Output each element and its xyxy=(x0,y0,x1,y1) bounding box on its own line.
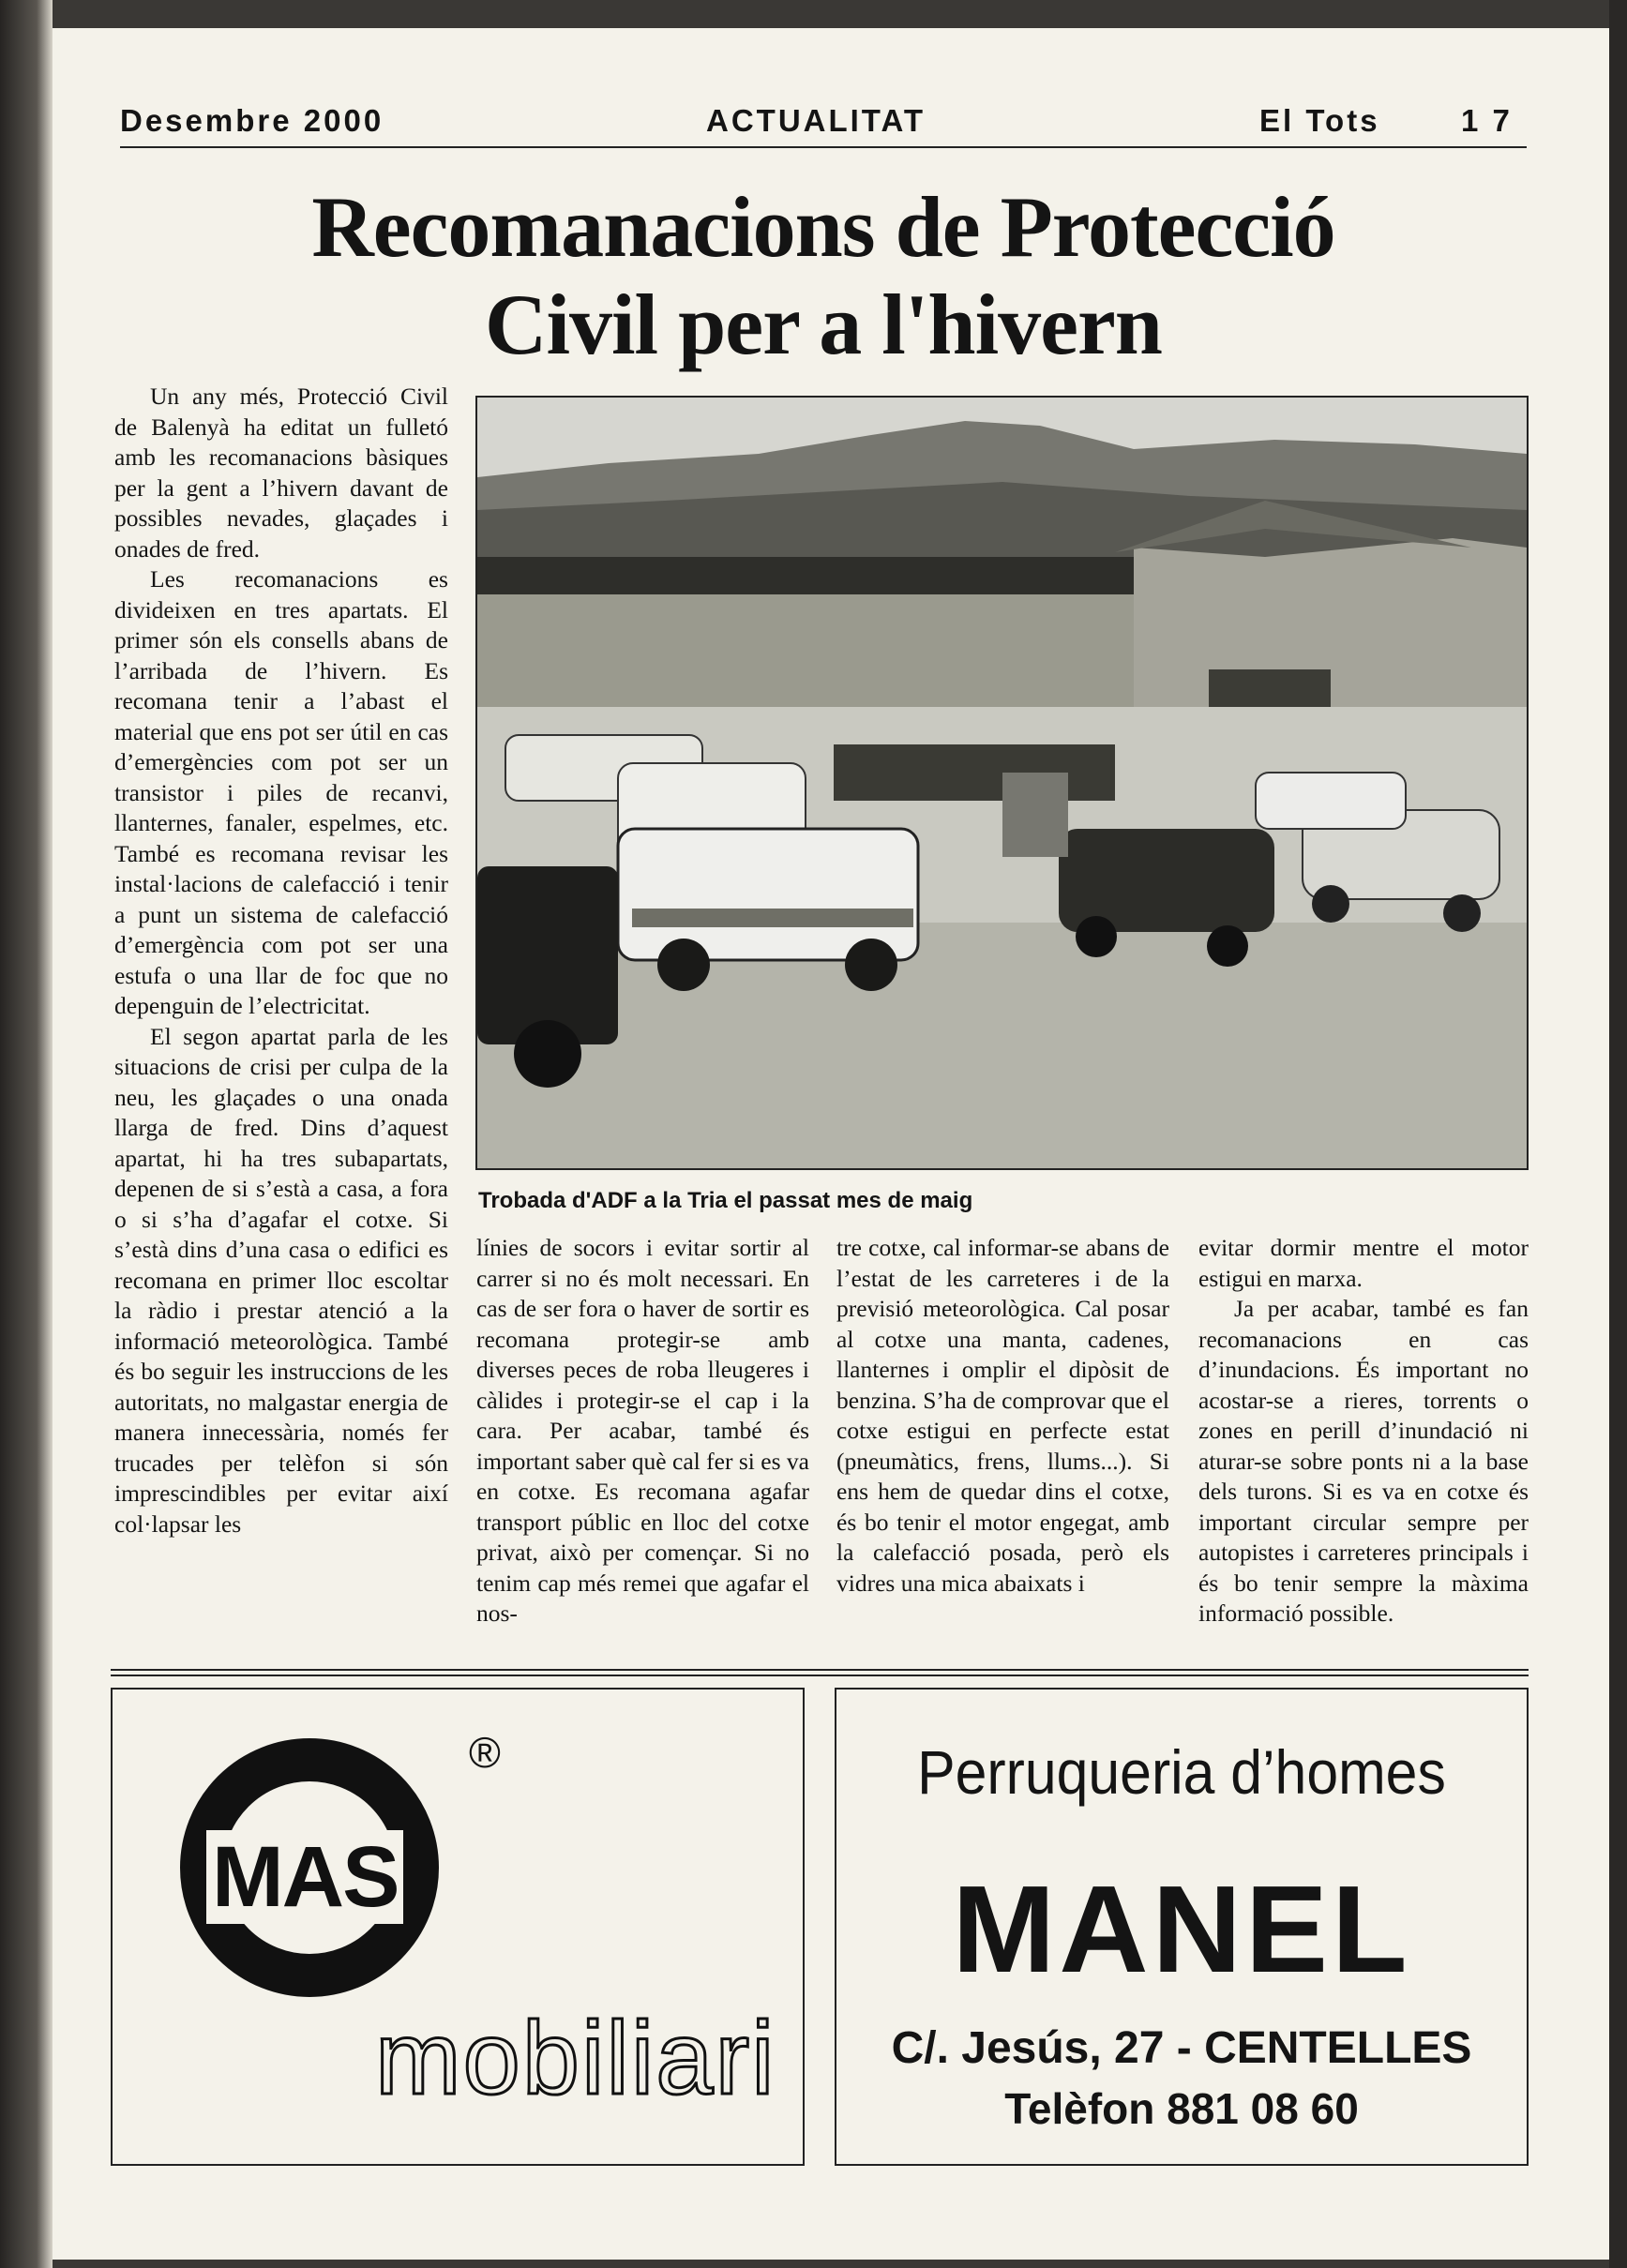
header-section: ACTUALITAT xyxy=(706,103,926,138)
article-paragraph: Ja per acabar, també es fan recomanacions en cas d’inundacions. És important no acostar-se a rieres, torrents o zones en perill d’inundació ni aturar-se sobre ponts ni a la base dels turons. Si es va en cotxe és important circular sempre per autopistes i carreteres principals i és bo tenir sempre la màxima informació possible. xyxy=(1198,1295,1529,1627)
header-page-number: 1 7 xyxy=(1461,103,1513,138)
photo-illustration xyxy=(477,398,1527,1168)
article-paragraph: evitar dormir mentre el motor estigui en marxa. xyxy=(1198,1234,1529,1292)
ad-business-name: MANEL xyxy=(952,1860,1411,1998)
article-column-3 xyxy=(836,1233,1169,1599)
article-paragraph: El segon apartat parla de les situacions de crisi per culpa de la neu, les glaçades o una onada llarga de fred. Dins d’aquest apartat, hi ha tres subapartats, depenen de si s’està a casa, a fora o si s’ha d’agafar el cotxe. Si s’està dins d’una casa o edifici es recomana en primer lloc escoltar la ràdio i prestar atenció a la informació meteorològica. També és bo seguir les instruccions de les autoritats, no malgastar energia de manera innecessària, només fer trucades per telèfon si són imprescindibles per evitar així col·lapsar les xyxy=(114,1022,448,1538)
page-header xyxy=(120,103,1527,148)
ad-address: C/. Jesús, 27 - CENTELLES xyxy=(891,2023,1472,2073)
header-publication: El Tots xyxy=(1259,103,1380,138)
article-paragraph: tre cotxe, cal informar-se abans de l’estat de les carreteres i de la previsió meteorològica. Cal posar al cotxe una manta, cadenes, llanternes i omplir el dipòsit de benzina. S’ha de comprovar que el cotxe estigui en perfecte estat (pneumàtics, frens, llums...). Si ens hem de quedar dins el cotxe, és bo tenir el motor engegat, amb la calefacció posada, però els vidres una mica abaixats i xyxy=(836,1234,1169,1597)
article-paragraph: Un any més, Protecció Civil de Balenyà ha editat un fulletó amb les recomanacions bàsiques per la gent a l’hivern davant de possibles nevades, glaçades i onades de fred. xyxy=(114,383,448,563)
article-title-line1: Recomanacions de Protecció xyxy=(311,179,1335,275)
article-title xyxy=(120,178,1527,373)
book-spine xyxy=(0,0,53,2268)
registered-mark: ® xyxy=(469,1728,501,1777)
ad-perruqueria-manel xyxy=(835,1688,1529,2166)
article-title-line2: Civil per a l'hivern xyxy=(485,277,1162,372)
ad-mas-mobiliari xyxy=(111,1688,805,2166)
ad-phone: Telèfon 881 08 60 xyxy=(1004,2084,1359,2133)
photo-caption: Trobada d'ADF a la Tria el passat mes de maig xyxy=(478,1188,973,1213)
article-column-4 xyxy=(1198,1233,1529,1630)
section-divider xyxy=(111,1675,1529,1676)
article-photo xyxy=(475,396,1529,1170)
article-column-1 xyxy=(114,382,448,1540)
page-edge xyxy=(1609,0,1627,2268)
mas-logo-text: MAS xyxy=(206,1830,403,1924)
header-date: Desembre 2000 xyxy=(120,103,384,138)
section-divider xyxy=(111,1669,1529,1671)
mas-subtitle: mobiliari xyxy=(375,2001,776,2116)
ad-heading: Perruqueria d’homes xyxy=(917,1737,1446,1807)
article-paragraph: línies de socors i evitar sortir al carrer si no és molt necessari. En cas de ser fora o haver de sortir es recomana protegir-se amb diverses peces de roba lleugeres i càlides i protegir-se el cap i la cara. Per acabar, també és important saber què cal fer si es va en cotxe. Es recomana agafar transport públic en lloc del cotxe privat, això per començar. Si no tenim cap més remei que agafar el nos- xyxy=(476,1234,809,1627)
article-column-2 xyxy=(476,1233,809,1630)
article-paragraph: Les recomanacions es divideixen en tres apartats. El primer són els consells abans de l’arribada de l’hivern. Es recomana tenir a l’abast el material que ens pot ser útil en cas d’emergències com pot ser un transistor i piles de recanvi, llanternes, fanaler, espelmes, etc. També es recomana revisar les instal·lacions de calefacció i tenir a punt un sistema de calefacció d’emergència com pot ser una estufa o una llar de foc que no depenguin de l’electricitat. xyxy=(114,565,448,1019)
